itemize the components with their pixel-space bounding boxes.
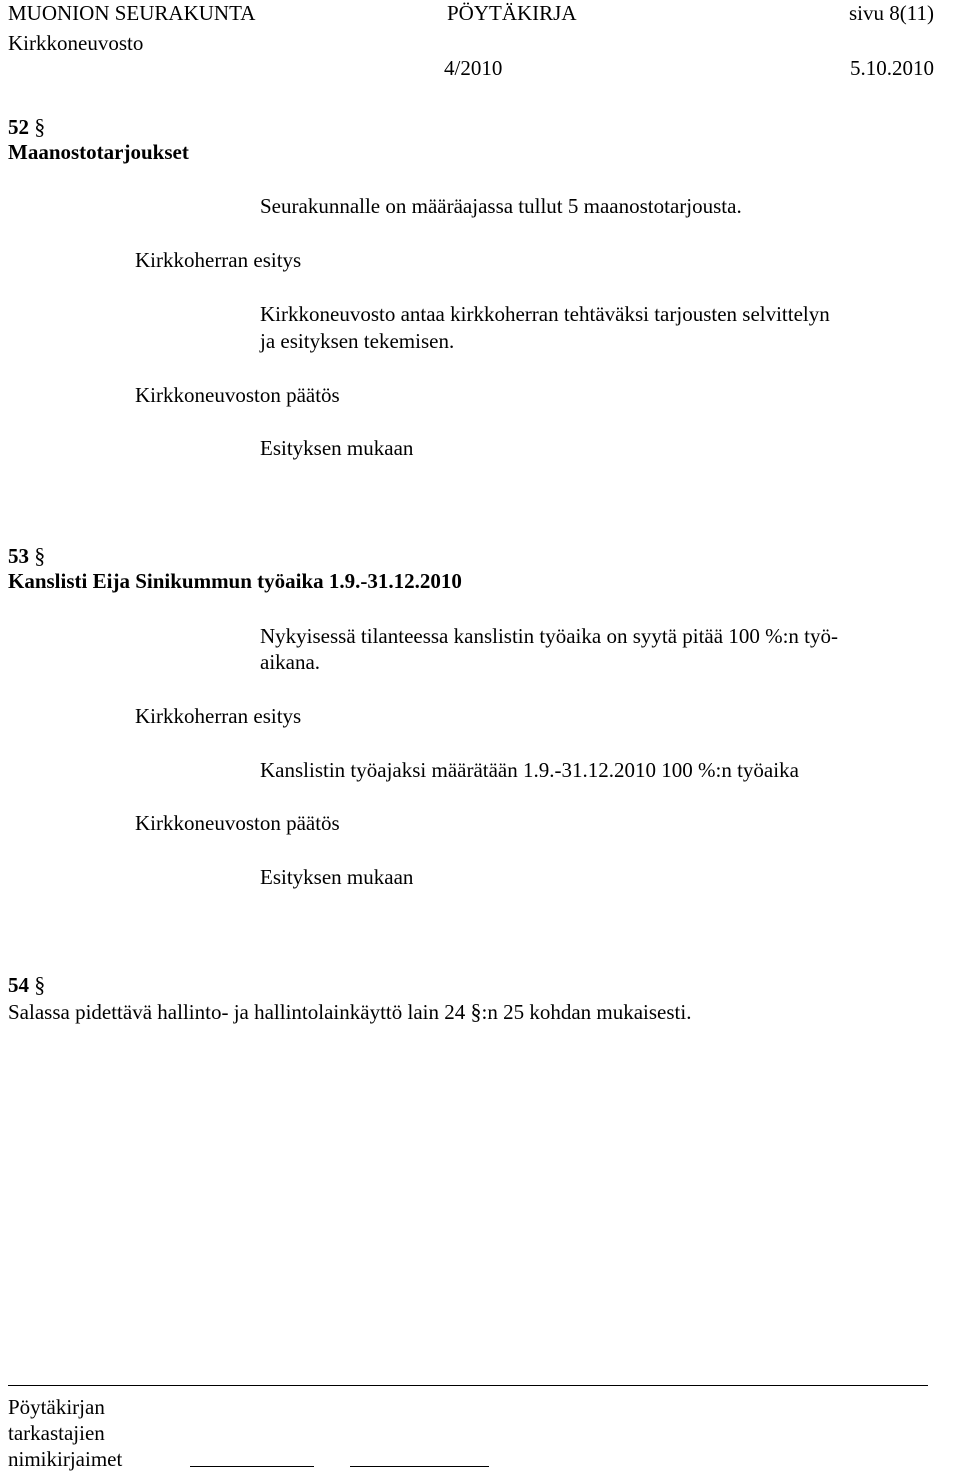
section-53-intro-line2: aikana. [260, 650, 321, 674]
section-53-proposal-label: Kirkkoherran esitys [135, 704, 302, 728]
meeting-body: Kirkkoneuvosto [8, 31, 144, 55]
section-54-text-tail: :n 25 kohdan mukaisesti. [481, 1000, 692, 1024]
initials-signature-line-1 [190, 1466, 314, 1467]
section-sign-icon: § [34, 972, 46, 997]
section-sign-icon: § [34, 543, 46, 568]
section-52-intro: Seurakunnalle on määräajassa tullut 5 maanostotarjousta. [260, 194, 742, 218]
section-sign-icon: § [470, 999, 482, 1024]
org-name: MUONION SEURAKUNTA [8, 1, 256, 25]
section-54-number: 54 [8, 973, 29, 997]
section-52-decision: Esityksen mukaan [260, 436, 414, 460]
section-53-intro-line1: Nykyisessä tilanteessa kanslistin työaika on syytä pitää 100 %:n työ- [260, 624, 838, 648]
meeting-date: 5.10.2010 [850, 56, 934, 80]
section-53-proposal: Kanslistin työajaksi määrätään 1.9.-31.12.2010 100 %:n työaika [260, 758, 799, 782]
section-53-number: 53 [8, 544, 29, 568]
section-52-decision-label: Kirkkoneuvoston päätös [135, 383, 340, 407]
section-52-proposal-line2: ja esityksen tekemisen. [260, 329, 455, 353]
footer-label-line2: tarkastajien [8, 1421, 105, 1445]
section-52-heading [8, 116, 45, 138]
meeting-number: 4/2010 [444, 56, 503, 80]
section-53-title: Kanslisti Eija Sinikummun työaika 1.9.-31.12.2010 [8, 569, 462, 593]
footer-label-line3: nimikirjaimet [8, 1447, 123, 1471]
section-54-text-main: Salassa pidettävä hallinto- ja hallintolainkäyttö lain 24 [8, 1000, 466, 1024]
page-number: sivu 8(11) [849, 1, 934, 25]
footer-divider [8, 1385, 928, 1386]
section-52-title: Maanostotarjoukset [8, 140, 189, 164]
section-sign-icon: § [34, 114, 46, 139]
section-53-heading [8, 545, 45, 567]
section-54-text [8, 1001, 691, 1023]
section-54-heading [8, 974, 45, 996]
section-52-number: 52 [8, 115, 29, 139]
section-52-proposal-line1: Kirkkoneuvosto antaa kirkkoherran tehtäväksi tarjousten selvittelyn [260, 302, 830, 326]
initials-signature-line-2 [350, 1466, 489, 1467]
section-52-proposal-label: Kirkkoherran esitys [135, 248, 302, 272]
section-53-decision: Esityksen mukaan [260, 865, 414, 889]
footer-label-line1: Pöytäkirjan [8, 1395, 105, 1419]
document-type: PÖYTÄKIRJA [447, 1, 577, 25]
section-53-decision-label: Kirkkoneuvoston päätös [135, 811, 340, 835]
